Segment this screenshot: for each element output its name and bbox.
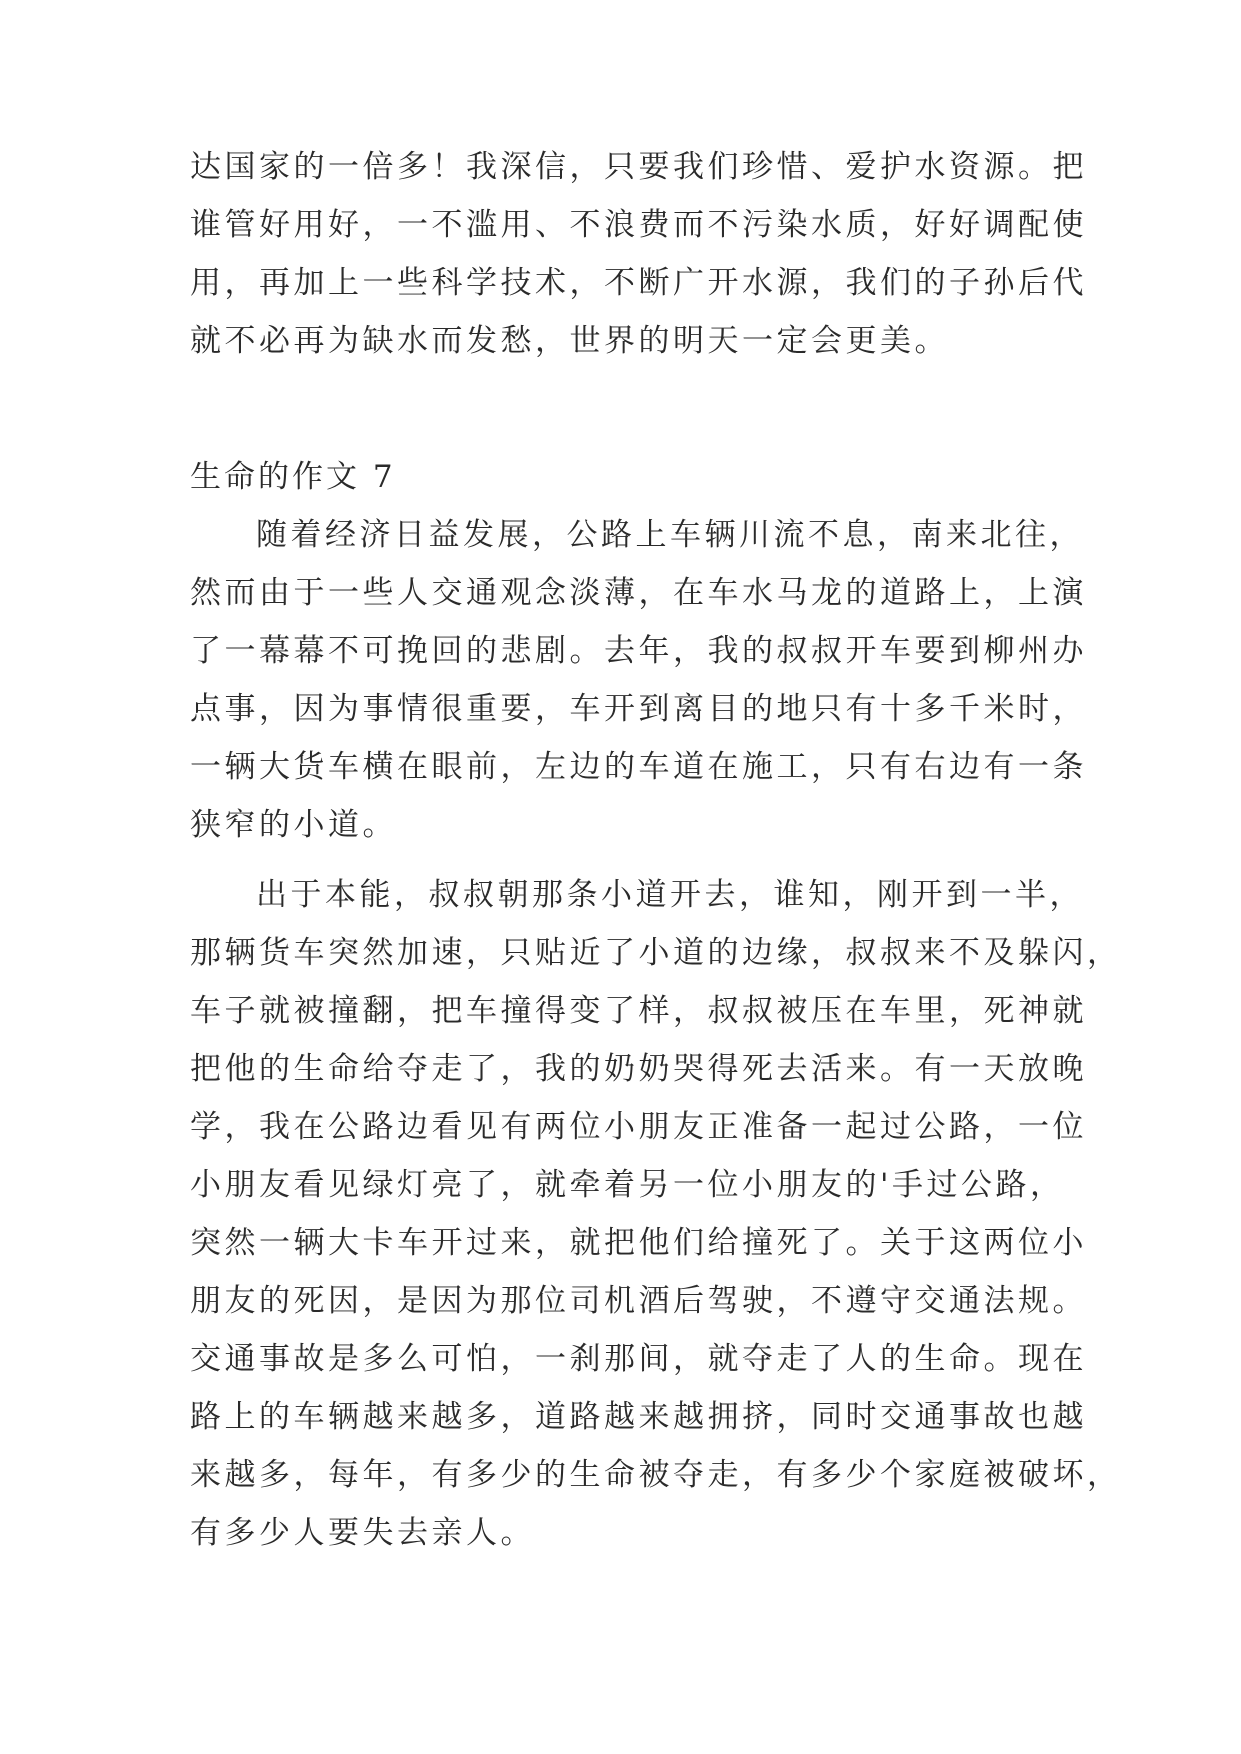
paragraph-line: 然而由于一些人交通观念淡薄，在车水马龙的道路上，上演 xyxy=(190,575,1087,611)
intro-paragraph xyxy=(190,138,1087,370)
paragraph-line: 一辆大货车横在眼前，左边的车道在施工，只有右边有一条 xyxy=(190,749,1087,785)
paragraph-line: 学，我在公路边看见有两位小朋友正准备一起过公路，一位 xyxy=(190,1109,1087,1145)
paragraph-line: 达国家的一倍多！我深信，只要我们珍惜、爱护水资源。把 xyxy=(190,149,1087,185)
paragraph-first-line: 出于本能，叔叔朝那条小道开去，谁知，刚开到一半， xyxy=(256,877,1084,913)
paragraph-line: 用，再加上一些科学技术，不断广开水源，我们的子孙后代 xyxy=(190,265,1087,301)
paragraph-line: 小朋友看见绿灯亮了，就牵着另一位小朋友的'手过公路， xyxy=(190,1167,1065,1203)
paragraph-line: 点事，因为事情很重要，车开到离目的地只有十多千米时， xyxy=(190,691,1087,727)
section-heading: 生命的作文 7 xyxy=(190,459,396,495)
paragraph-line: 那辆货车突然加速，只贴近了小道的边缘，叔叔来不及躲闪， xyxy=(190,935,1122,971)
paragraph-1 xyxy=(190,506,1087,854)
paragraph-line: 车子就被撞翻，把车撞得变了样，叔叔被压在车里，死神就 xyxy=(190,993,1087,1029)
paragraph-line: 了一幕幕不可挽回的悲剧。去年，我的叔叔开车要到柳州办 xyxy=(190,633,1087,669)
paragraph-line: 把他的生命给夺走了，我的奶奶哭得死去活来。有一天放晚 xyxy=(190,1051,1087,1087)
paragraph-line: 有多少人要失去亲人。 xyxy=(190,1515,535,1551)
paragraph-line: 来越多，每年，有多少的生命被夺走，有多少个家庭被破坏， xyxy=(190,1457,1122,1493)
paragraph-line: 狭窄的小道。 xyxy=(190,807,397,843)
paragraph-line: 突然一辆大卡车开过来，就把他们给撞死了。关于这两位小 xyxy=(190,1225,1087,1261)
paragraph-line: 朋友的死因，是因为那位司机酒后驾驶，不遵守交通法规。 xyxy=(190,1283,1087,1319)
paragraph-line: 交通事故是多么可怕，一刹那间，就夺走了人的生命。现在 xyxy=(190,1341,1087,1377)
paragraph-line: 路上的车辆越来越多，道路越来越拥挤，同时交通事故也越 xyxy=(190,1399,1087,1435)
paragraph-2 xyxy=(190,866,1122,1562)
paragraph-line: 就不必再为缺水而发愁，世界的明天一定会更美。 xyxy=(190,323,949,359)
paragraph-first-line: 随着经济日益发展，公路上车辆川流不息，南来北往， xyxy=(256,517,1084,553)
paragraph-line: 谁管好用好，一不滥用、不浪费而不污染水质，好好调配使 xyxy=(190,207,1087,243)
